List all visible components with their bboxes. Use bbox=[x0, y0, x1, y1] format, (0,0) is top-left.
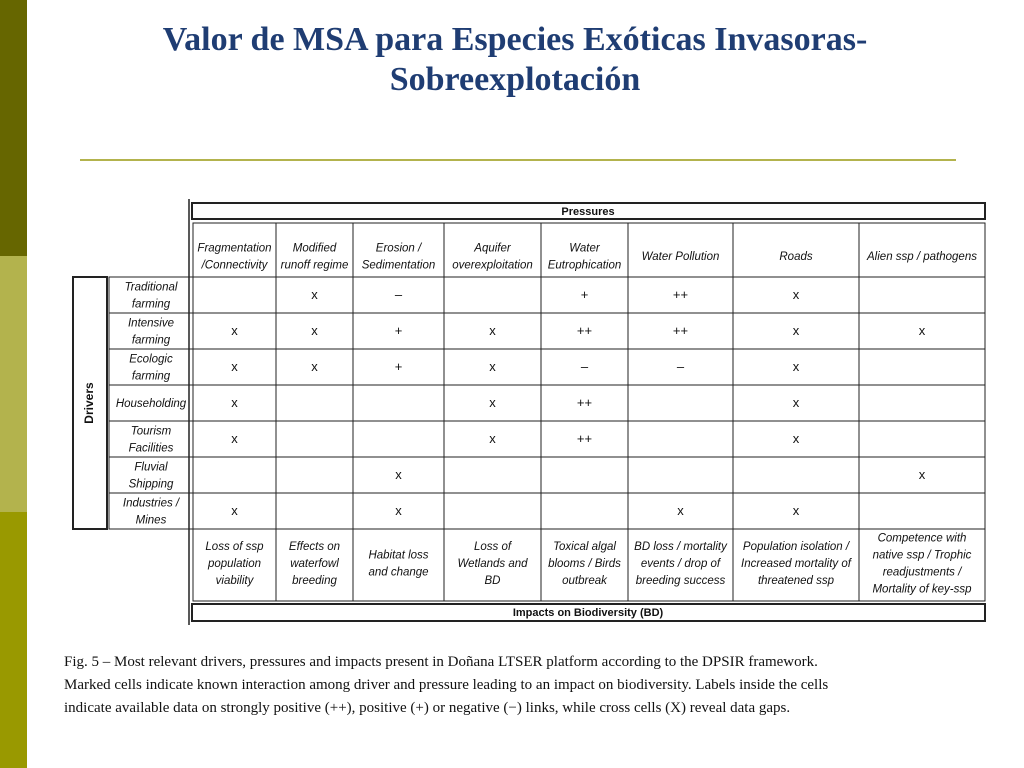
matrix-mark: x bbox=[792, 503, 800, 518]
pressure-label: Modified bbox=[292, 242, 337, 255]
impact-label: blooms / Birds bbox=[548, 558, 621, 571]
driver-label: Industries / bbox=[122, 497, 180, 510]
matrix-mark: ++ bbox=[672, 287, 689, 302]
matrix-grid bbox=[109, 277, 985, 529]
driver-label: Householding bbox=[115, 398, 187, 411]
figure-caption bbox=[64, 651, 1004, 720]
caption-line-1: Fig. 5 – Most relevant drivers, pressures and impacts present in Doñana LTSER platform according to the DPSIR framework. bbox=[64, 654, 818, 670]
matrix-mark: x bbox=[311, 359, 318, 374]
matrix-mark: + bbox=[394, 323, 403, 338]
slide-title-line-2: Sobreexplotación bbox=[389, 61, 641, 98]
impact-label: Increased mortality of bbox=[741, 558, 851, 571]
impact-label: BD loss / mortality bbox=[634, 541, 727, 554]
impact-label: Toxical algal bbox=[553, 541, 616, 554]
matrix-mark: x bbox=[231, 503, 238, 518]
matrix-mark: x bbox=[311, 287, 318, 302]
matrix-mark: x bbox=[792, 431, 800, 446]
impact-label: Loss of bbox=[473, 541, 512, 554]
matrix-mark: + bbox=[394, 359, 403, 374]
impact-label: Competence with bbox=[877, 532, 967, 545]
impact-label: population bbox=[207, 558, 262, 571]
impact-label: Loss of ssp bbox=[205, 541, 264, 554]
pressure-label: /Connectivity bbox=[201, 259, 268, 272]
impact-label: outbreak bbox=[562, 575, 607, 588]
matrix-mark: x bbox=[231, 323, 238, 338]
pressure-label: Roads bbox=[779, 251, 813, 264]
pressure-label: Fragmentation bbox=[197, 242, 272, 255]
matrix-mark: x bbox=[395, 503, 402, 518]
pressure-label: overexploitation bbox=[452, 259, 533, 272]
pressure-label: Erosion / bbox=[375, 242, 422, 255]
matrix-mark: x bbox=[395, 467, 402, 482]
matrix-mark: x bbox=[489, 323, 496, 338]
driver-label: farming bbox=[131, 370, 171, 383]
driver-label: Mines bbox=[135, 514, 167, 527]
driver-label: Tourism bbox=[130, 425, 172, 438]
impact-label: threatened ssp bbox=[757, 575, 835, 588]
matrix-mark: x bbox=[677, 503, 684, 518]
pressure-label: Aquifer bbox=[474, 242, 511, 255]
matrix-mark: ++ bbox=[576, 323, 593, 338]
caption-line-2: Marked cells indicate known interaction among driver and pressure leading to an impact on biodiversity. Labels inside the cells bbox=[64, 677, 829, 693]
impact-label: breeding success bbox=[635, 575, 726, 588]
driver-label: Shipping bbox=[128, 478, 174, 491]
driver-label: Ecologic bbox=[129, 353, 173, 366]
driver-label: farming bbox=[131, 334, 171, 347]
pressure-label: runoff regime bbox=[280, 259, 349, 272]
impact-label: Habitat loss bbox=[368, 549, 429, 562]
matrix-mark: x bbox=[489, 431, 496, 446]
matrix-mark: x bbox=[311, 323, 318, 338]
matrix-mark: ++ bbox=[576, 395, 593, 410]
slide-title-line-1: Valor de MSA para Especies Exóticas Invasoras- bbox=[162, 21, 868, 58]
driver-label: Fluvial bbox=[134, 461, 168, 474]
matrix-mark: + bbox=[580, 287, 589, 302]
matrix-mark: x bbox=[489, 395, 496, 410]
caption-line-3: indicate available data on strongly positive (++), positive (+) or negative (−) links, while cross cells (X) reveal data gaps. bbox=[64, 700, 791, 716]
matrix-mark: x bbox=[792, 395, 800, 410]
impact-label: native ssp / Trophic bbox=[872, 549, 972, 562]
impact-label: viability bbox=[215, 575, 254, 588]
matrix-mark: x bbox=[792, 287, 800, 302]
driver-label: Facilities bbox=[128, 442, 174, 455]
impact-label: Effects on bbox=[288, 541, 341, 554]
pressure-label: Water bbox=[569, 242, 600, 255]
pressure-label: Alien ssp / pathogens bbox=[867, 251, 977, 264]
matrix-mark: x bbox=[792, 359, 800, 374]
impact-label: events / drop of bbox=[640, 558, 721, 571]
pressures-header: Pressures bbox=[561, 206, 615, 218]
matrix-mark: x bbox=[231, 395, 238, 410]
matrix-mark: x bbox=[231, 431, 238, 446]
impact-label: readjustments / bbox=[882, 566, 962, 579]
matrix-mark: – bbox=[676, 359, 685, 374]
driver-label: farming bbox=[131, 298, 171, 311]
impact-label: BD bbox=[484, 575, 501, 588]
matrix-mark: x bbox=[792, 323, 800, 338]
pressure-label: Water Pollution bbox=[641, 251, 720, 264]
matrix-mark: x bbox=[489, 359, 496, 374]
impact-label: Wetlands and bbox=[457, 558, 528, 571]
matrix-mark: ++ bbox=[576, 431, 593, 446]
pressure-label: Eutrophication bbox=[547, 259, 622, 272]
matrix-mark: x bbox=[231, 359, 238, 374]
drivers-header: Drivers bbox=[82, 382, 97, 424]
matrix-mark: ++ bbox=[672, 323, 689, 338]
impact-label: waterfowl bbox=[290, 558, 339, 571]
impact-label: Mortality of key-ssp bbox=[872, 583, 972, 596]
matrix-mark: – bbox=[394, 287, 403, 302]
matrix-mark: x bbox=[918, 467, 926, 482]
pressure-label: Sedimentation bbox=[361, 259, 436, 272]
matrix-mark: – bbox=[580, 359, 589, 374]
impact-label: and change bbox=[368, 566, 429, 579]
driver-label: Intensive bbox=[127, 317, 175, 330]
driver-label: Traditional bbox=[124, 281, 178, 294]
impact-label: breeding bbox=[292, 575, 337, 588]
impact-label: Population isolation / bbox=[742, 541, 850, 554]
impacts-header: Impacts on Biodiversity (BD) bbox=[512, 607, 664, 619]
matrix-mark: x bbox=[918, 323, 926, 338]
